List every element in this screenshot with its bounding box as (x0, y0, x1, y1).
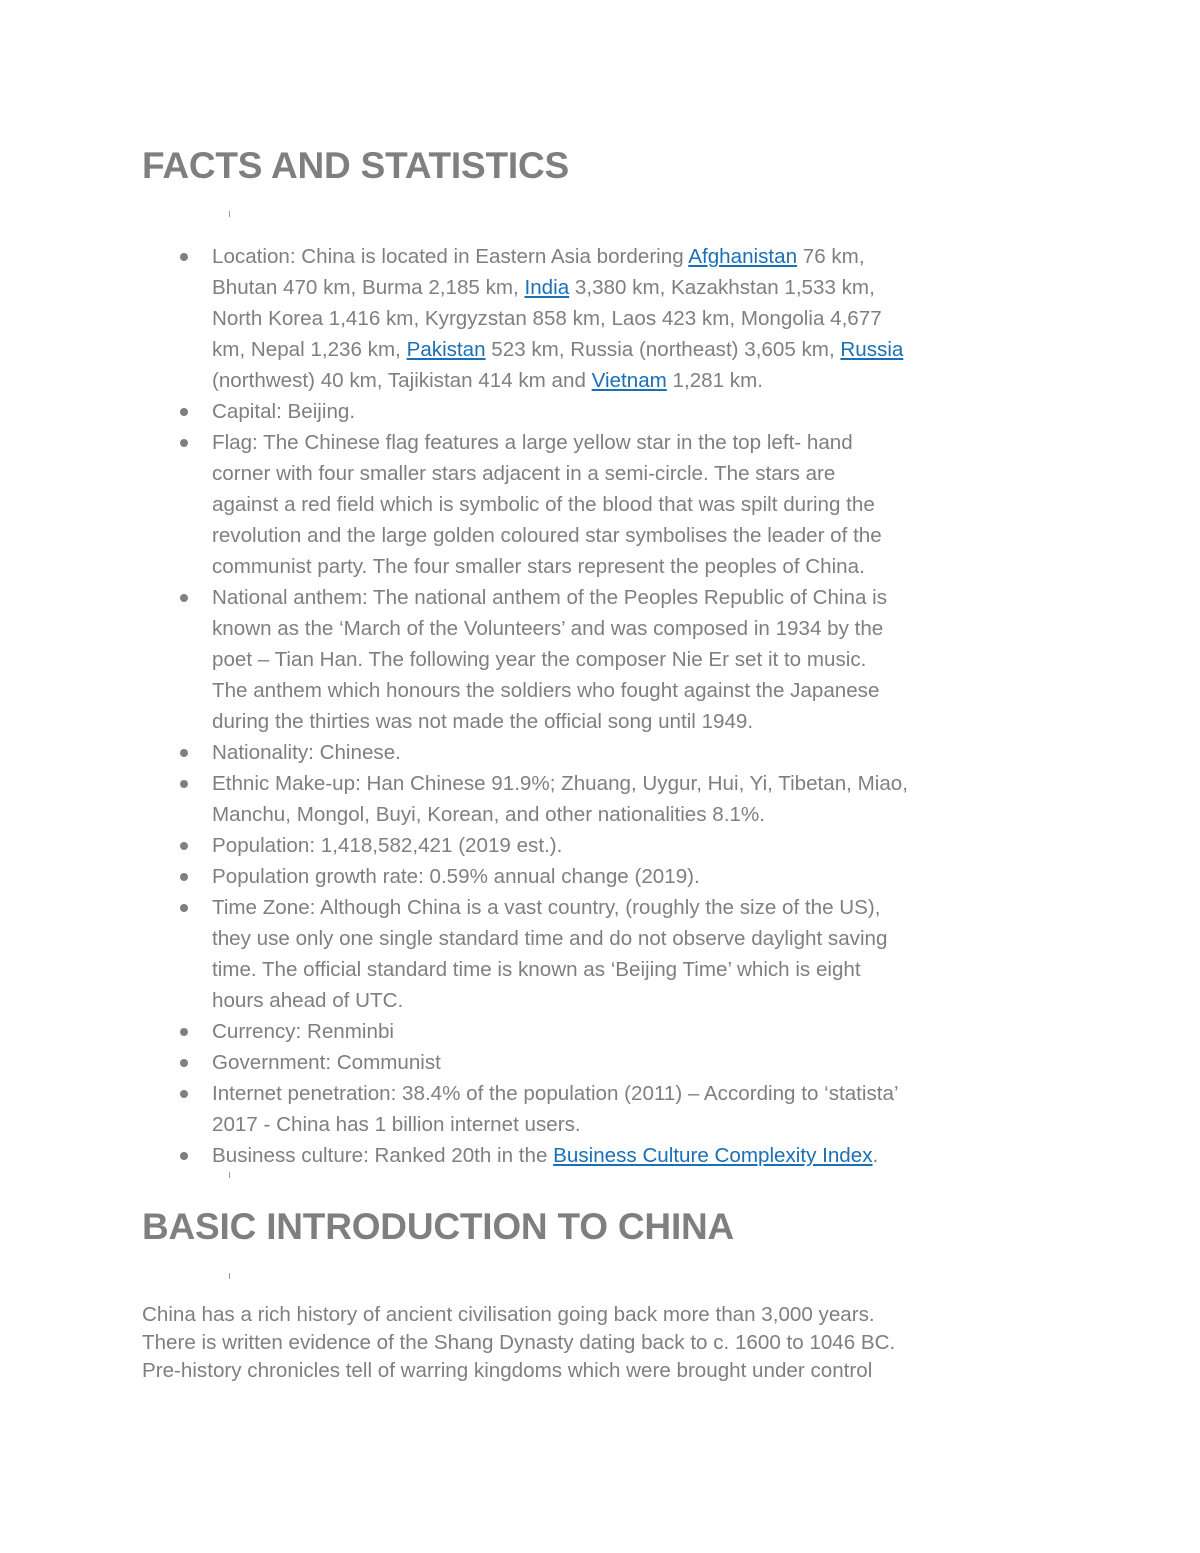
fact-text-line (212, 520, 1072, 551)
fact-text: communist party. The four smaller stars represent the peoples of China. (212, 555, 865, 578)
fact-text-line (212, 1109, 1072, 1140)
bullet-icon (180, 749, 188, 757)
fact-text-line (212, 799, 1072, 830)
fact-text-line (212, 582, 1072, 613)
fact-text: Capital: Beijing. (212, 400, 356, 423)
fact-list-item (0, 1047, 1072, 1078)
fact-text-line (212, 334, 1072, 365)
fact-text-line (212, 1016, 1072, 1047)
fact-list-item (0, 1140, 1072, 1171)
text-cursor-mark (229, 1273, 230, 1279)
fact-text: (northwest) 40 km, Tajikistan 414 km and (212, 369, 592, 392)
bullet-icon (180, 408, 188, 416)
fact-text-line (212, 861, 1072, 892)
text-cursor-mark (229, 211, 230, 217)
bullet-icon (180, 253, 188, 261)
fact-text: The anthem which honours the soldiers who fought against the Japanese (212, 679, 880, 702)
fact-text-line (212, 892, 1072, 923)
fact-text: corner with four smaller stars adjacent in a semi-circle. The stars are (212, 462, 836, 485)
fact-text-line (212, 768, 1072, 799)
fact-text-line (212, 396, 1072, 427)
fact-list-item (0, 427, 1072, 582)
bullet-icon (180, 780, 188, 788)
fact-text: 76 km, (797, 245, 865, 268)
fact-text-line (212, 551, 1072, 582)
fact-text: Time Zone: Although China is a vast country, (roughly the size of the US), (212, 896, 881, 919)
fact-text-line (212, 241, 1072, 272)
facts-heading: FACTS AND STATISTICS (142, 145, 569, 186)
link-business-culture-complexity-index[interactable]: Business Culture Complexity Index (553, 1144, 873, 1167)
fact-text: 2017 - China has 1 billion internet users. (212, 1113, 581, 1136)
link-pakistan[interactable]: Pakistan (406, 338, 486, 361)
fact-list-item (0, 737, 1072, 768)
intro-heading: BASIC INTRODUCTION TO CHINA (142, 1206, 735, 1247)
fact-text-line (212, 675, 1072, 706)
fact-text-line (212, 458, 1072, 489)
bullet-icon (180, 439, 188, 447)
bullet-icon (180, 904, 188, 912)
link-india[interactable]: India (524, 276, 570, 299)
fact-text-line (212, 365, 1072, 396)
bullet-icon (180, 1059, 188, 1067)
fact-list-item (0, 830, 1072, 861)
fact-text-line (212, 706, 1072, 737)
fact-text: Internet penetration: 38.4% of the population (2011) – According to ‘statista’ (212, 1082, 899, 1105)
fact-text: National anthem: The national anthem of the Peoples Republic of China is (212, 586, 888, 609)
fact-text-line (212, 1140, 1072, 1171)
link-russia[interactable]: Russia (840, 338, 904, 361)
fact-text: Flag: The Chinese flag features a large yellow star in the top left- hand (212, 431, 853, 454)
fact-text: km, Nepal 1,236 km, (212, 338, 407, 361)
fact-text: 523 km, Russia (northeast) 3,605 km, (485, 338, 841, 361)
fact-text: hours ahead of UTC. (212, 989, 404, 1012)
fact-text: Manchu, Mongol, Buyi, Korean, and other nationalities 8.1%. (212, 803, 765, 826)
fact-text-line (212, 923, 1072, 954)
fact-text-line (212, 1078, 1072, 1109)
bullet-icon (180, 594, 188, 602)
fact-text: Bhutan 470 km, Burma 2,185 km, (212, 276, 525, 299)
fact-text-line (212, 737, 1072, 768)
fact-text: Population growth rate: 0.59% annual change (2019). (212, 865, 700, 888)
fact-text: Location: China is located in Eastern Asia bordering (212, 245, 689, 268)
fact-list-item (0, 861, 1072, 892)
bullet-icon (180, 1028, 188, 1036)
intro-text-line: China has a rich history of ancient civilisation going back more than 3,000 years. (142, 1303, 875, 1326)
bullet-icon (180, 1152, 188, 1160)
intro-text-line: There is written evidence of the Shang Dynasty dating back to c. 1600 to 1046 BC. (142, 1331, 896, 1354)
fact-text-line (212, 613, 1072, 644)
fact-text-line (212, 985, 1072, 1016)
fact-text-line (212, 489, 1072, 520)
fact-text: Currency: Renminbi (212, 1020, 394, 1043)
fact-text: poet – Tian Han. The following year the composer Nie Er set it to music. (212, 648, 867, 671)
fact-text: 3,380 km, Kazakhstan 1,533 km, (569, 276, 875, 299)
fact-list-item (0, 1078, 1072, 1140)
facts-list (0, 241, 1200, 1171)
fact-text: known as the ‘March of the Volunteers’ and was composed in 1934 by the (212, 617, 884, 640)
fact-list-item (0, 768, 1072, 830)
fact-text-line (212, 1047, 1072, 1078)
fact-text: they use only one single standard time and do not observe daylight saving (212, 927, 888, 950)
intro-text-line: Pre-history chronicles tell of warring kingdoms which were brought under control (142, 1359, 873, 1382)
fact-list-item (0, 241, 1072, 396)
fact-text: time. The official standard time is known as ‘Beijing Time’ which is eight (212, 958, 861, 981)
fact-list-item (0, 582, 1072, 737)
bullet-icon (180, 1090, 188, 1098)
fact-text: Population: 1,418,582,421 (2019 est.). (212, 834, 563, 857)
fact-list-item (0, 892, 1072, 1016)
text-cursor-mark (229, 1172, 230, 1178)
fact-text: Ethnic Make-up: Han Chinese 91.9%; Zhuang, Uygur, Hui, Yi, Tibetan, Miao, (212, 772, 908, 795)
fact-text: . (872, 1144, 879, 1167)
fact-text: revolution and the large golden coloured star symbolises the leader of the (212, 524, 882, 547)
fact-text: North Korea 1,416 km, Kyrgyzstan 858 km, Laos 423 km, Mongolia 4,677 (212, 307, 882, 330)
fact-text: Business culture: Ranked 20th in the (212, 1144, 554, 1167)
link-afghanistan[interactable]: Afghanistan (688, 245, 798, 268)
bullet-icon (180, 842, 188, 850)
fact-text: during the thirties was not made the official song until 1949. (212, 710, 754, 733)
fact-list-item (0, 396, 1072, 427)
fact-text-line (212, 272, 1072, 303)
fact-text-line (212, 303, 1072, 334)
fact-text-line (212, 830, 1072, 861)
fact-text-line (212, 954, 1072, 985)
fact-text: 1,281 km. (666, 369, 763, 392)
fact-text-line (212, 644, 1072, 675)
fact-list-item (0, 1016, 1072, 1047)
link-vietnam[interactable]: Vietnam (591, 369, 667, 392)
intro-paragraph (142, 1301, 895, 1385)
fact-text: against a red field which is symbolic of the blood that was spilt during the (212, 493, 875, 516)
fact-text: Nationality: Chinese. (212, 741, 401, 764)
bullet-icon (180, 873, 188, 881)
fact-text: Government: Communist (212, 1051, 441, 1074)
fact-text-line (212, 427, 1072, 458)
